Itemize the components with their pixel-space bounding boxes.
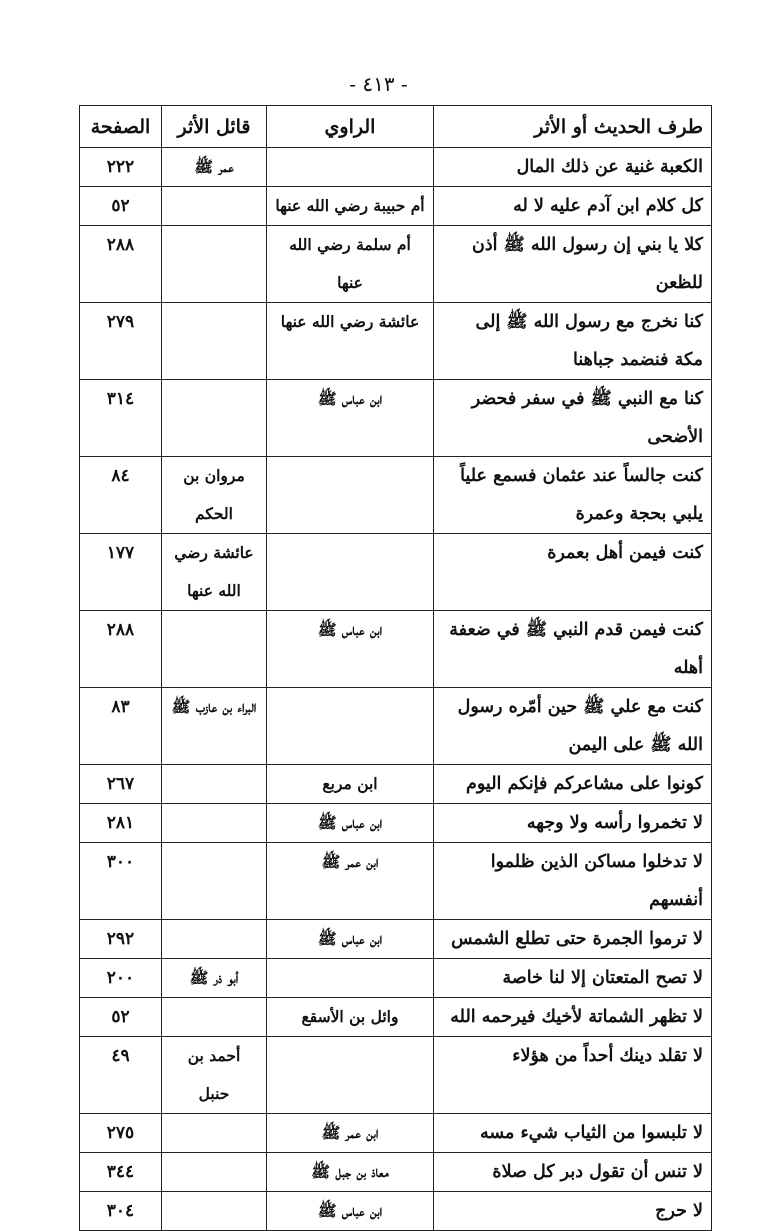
row-page: ٢٨٨: [80, 611, 162, 688]
row-text: لا ترموا الجمرة حتى تطلع الشمس: [434, 920, 712, 959]
row-sayer: [162, 1192, 267, 1231]
header-text: طرف الحديث أو الأثر: [434, 106, 712, 148]
row-text: كنت فيمن أهل بعمرة: [434, 534, 712, 611]
row-page: ٥٢: [80, 187, 162, 226]
header-page: الصفحة: [80, 106, 162, 148]
table-row: [80, 187, 712, 226]
row-page: ٢٦٧: [80, 765, 162, 804]
row-sayer: أحمد بن حنبل: [162, 1037, 267, 1114]
row-page: ٣٠٠: [80, 843, 162, 920]
table-row: [80, 920, 712, 959]
row-narrator: ابن عباس ﷺ: [267, 611, 434, 688]
row-narrator: ابن عباس ﷺ: [267, 1192, 434, 1231]
row-sayer: [162, 303, 267, 380]
row-text: كنا نخرج مع رسول الله ﷺ إلى مكة فنضمد جباهنا: [434, 303, 712, 380]
table-row: [80, 380, 712, 457]
table-row: [80, 226, 712, 303]
table-row: [80, 1114, 712, 1153]
row-page: ٣١٤: [80, 380, 162, 457]
row-sayer: البراء بن عازب ﷺ: [162, 688, 267, 765]
table-header-row: [80, 106, 712, 148]
table-row: [80, 1037, 712, 1114]
row-text: كلا يا بني إن رسول الله ﷺ أذن للظعن: [434, 226, 712, 303]
table-row: [80, 534, 712, 611]
row-sayer: [162, 804, 267, 843]
row-text: كنت مع علي ﷺ حين أمّره رسول الله ﷺ على اليمن: [434, 688, 712, 765]
row-narrator: ابن عمر ﷺ: [267, 843, 434, 920]
row-page: ٢٢٢: [80, 148, 162, 187]
row-sayer: أبو ذر ﷺ: [162, 959, 267, 998]
row-narrator: ابن عباس ﷺ: [267, 804, 434, 843]
row-sayer: [162, 611, 267, 688]
row-text: كنت جالساً عند عثمان فسمع علياً يلبي بحجة وعمرة: [434, 457, 712, 534]
table-row: [80, 998, 712, 1037]
row-sayer: [162, 187, 267, 226]
row-text: لا تقلد دينك أحداً من هؤلاء: [434, 1037, 712, 1114]
table-row: [80, 804, 712, 843]
row-narrator: [267, 688, 434, 765]
page-number: - ٤١٣ -: [349, 72, 408, 96]
row-page: ٨٣: [80, 688, 162, 765]
header-narrator: الراوي: [267, 106, 434, 148]
table-row: [80, 611, 712, 688]
table-row: [80, 457, 712, 534]
row-narrator: وائل بن الأسقع: [267, 998, 434, 1037]
row-page: ٣٤٤: [80, 1153, 162, 1192]
table-row: [80, 843, 712, 920]
row-text: كل كلام ابن آدم عليه لا له: [434, 187, 712, 226]
row-text: كونوا على مشاعركم فإنكم اليوم: [434, 765, 712, 804]
row-text: لا تدخلوا مساكن الذين ظلموا أنفسهم: [434, 843, 712, 920]
row-page: ٢٩٢: [80, 920, 162, 959]
row-narrator: ابن عباس ﷺ: [267, 920, 434, 959]
row-sayer: [162, 380, 267, 457]
row-narrator: ابن مربع: [267, 765, 434, 804]
row-page: ٢٨١: [80, 804, 162, 843]
table-row: [80, 148, 712, 187]
row-page: ١٧٧: [80, 534, 162, 611]
row-text: كنا مع النبي ﷺ في سفر فحضر الأضحى: [434, 380, 712, 457]
row-sayer: مروان بن الحكم: [162, 457, 267, 534]
row-text: كنت فيمن قدم النبي ﷺ في ضعفة أهله: [434, 611, 712, 688]
table-row: [80, 765, 712, 804]
row-sayer: [162, 1114, 267, 1153]
row-narrator: ابن عمر ﷺ: [267, 1114, 434, 1153]
row-page: ٢٧٩: [80, 303, 162, 380]
row-text: لا حرج: [434, 1192, 712, 1231]
row-narrator: [267, 534, 434, 611]
row-page: ٤٩: [80, 1037, 162, 1114]
table-row: [80, 1153, 712, 1192]
row-narrator: عائشة رضي الله عنها: [267, 303, 434, 380]
row-narrator: معاذ بن جبل ﷺ: [267, 1153, 434, 1192]
row-page: ٢٨٨: [80, 226, 162, 303]
row-narrator: [267, 959, 434, 998]
header-sayer: قائل الأثر: [162, 106, 267, 148]
row-sayer: [162, 226, 267, 303]
row-sayer: [162, 1153, 267, 1192]
table-body: [80, 148, 712, 1231]
row-text: لا تخمروا رأسه ولا وجهه: [434, 804, 712, 843]
row-text: لا تظهر الشماتة لأخيك فيرحمه الله: [434, 998, 712, 1037]
row-text: لا تنس أن تقول دبر كل صلاة: [434, 1153, 712, 1192]
table-row: [80, 688, 712, 765]
row-page: ٥٢: [80, 998, 162, 1037]
row-sayer: عمر ﷺ: [162, 148, 267, 187]
row-sayer: [162, 998, 267, 1037]
row-sayer: [162, 920, 267, 959]
row-sayer: [162, 765, 267, 804]
row-narrator: أم سلمة رضي الله عنها: [267, 226, 434, 303]
row-text: لا تصح المتعتان إلا لنا خاصة: [434, 959, 712, 998]
row-sayer: عائشة رضي الله عنها: [162, 534, 267, 611]
row-page: ٢٧٥: [80, 1114, 162, 1153]
row-text: الكعبة غنية عن ذلك المال: [434, 148, 712, 187]
row-page: ٢٠٠: [80, 959, 162, 998]
row-text: لا تلبسوا من الثياب شيء مسه: [434, 1114, 712, 1153]
row-narrator: [267, 457, 434, 534]
table-row: [80, 959, 712, 998]
row-narrator: [267, 148, 434, 187]
hadith-index-table: [79, 105, 712, 1231]
row-page: ٨٤: [80, 457, 162, 534]
row-narrator: ابن عباس ﷺ: [267, 380, 434, 457]
row-page: ٣٠٤: [80, 1192, 162, 1231]
row-sayer: [162, 843, 267, 920]
row-narrator: [267, 1037, 434, 1114]
table-row: [80, 303, 712, 380]
row-narrator: أم حبيبة رضي الله عنها: [267, 187, 434, 226]
table-row: [80, 1192, 712, 1231]
